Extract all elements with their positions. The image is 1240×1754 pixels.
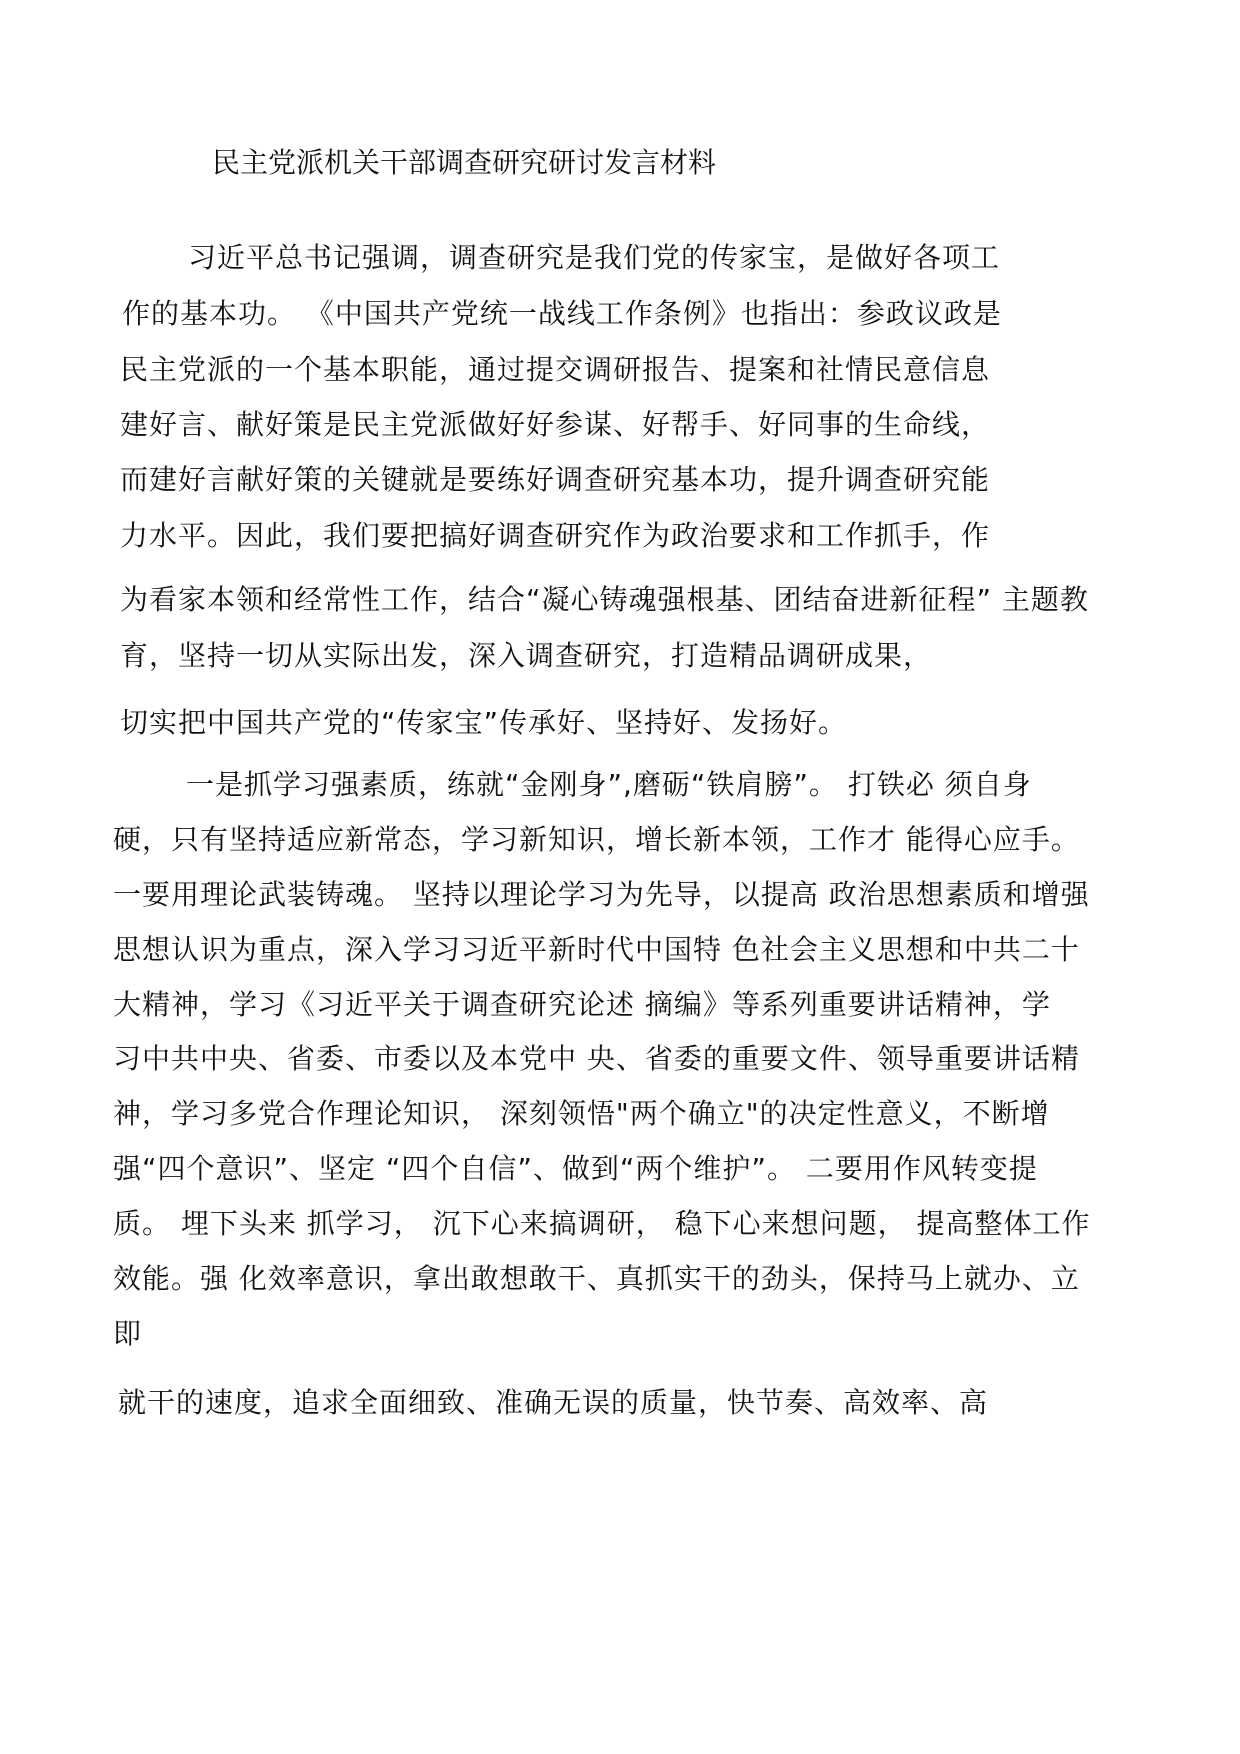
paragraph-line: 质。 埋下头来 抓学习， 沉下心来搞调研， 稳下心来想问题， 提高整体工作 [113,1207,1091,1240]
paragraph-line: 神，学习多党合作理论知识， 深刻领悟"两个确立"的决定性意义，不断增 [113,1097,1050,1130]
paragraph-line: 为看家本领和经常性工作，结合“凝心铸魂强根基、团结奋进新征程” 主题教 [120,583,1089,616]
paragraph-line: 民主党派的一个基本职能，通过提交调研报告、提案和社情民意信息 [120,353,991,386]
paragraph-line: 力水平。因此，我们要把搞好调查研究作为政治要求和工作抓手，作 [120,519,991,552]
paragraph-line: 习中共中央、省委、市委以及本党中 央、省委的重要文件、领导重要讲话精 [113,1042,1080,1075]
paragraph-line: 大精神，学习《习近平关于调查研究论述 摘编》等系列重要讲话精神，学 [113,988,1051,1021]
paragraph-line: 而建好言献好策的关键就是要练好调查研究基本功，提升调查研究能 [120,463,991,496]
paragraph-line: 效能。强 化效率意识，拿出敢想敢干、真抓实干的劲头，保持马上就办、立 [113,1262,1080,1295]
paragraph-line: 建好言、献好策是民主党派做好好参谋、好帮手、好同事的生命线， [120,408,991,441]
paragraph-line: 习近平总书记强调，调查研究是我们党的传家宝，是做好各项工 [188,241,1001,274]
paragraph-line: 思想认识为重点，深入学习习近平新时代中国特 色社会主义思想和中共二十 [113,933,1080,966]
paragraph-line: 一要用理论武装铸魂。 坚持以理论学习为先导，以提高 政治思想素质和增强 [113,878,1090,911]
paragraph-line: 切实把中国共产党的“传家宝”传承好、坚持好、发扬好。 [120,706,848,739]
document-title: 民主党派机关干部调查研究研讨发言材料 [212,146,717,179]
paragraph-line: 即 [113,1317,143,1350]
paragraph-line: 硬，只有坚持适应新常态，学习新知识，增长新本领，工作才 能得心应手。 [113,823,1080,856]
paragraph-line: 作的基本功。 《中国共产党统一战线工作条例》也指出：参政议政是 [122,297,1002,330]
paragraph-line: 育，坚持一切从实际出发，深入调查研究，打造精品调研成果， [120,639,933,672]
paragraph-line: 一是抓学习强素质，练就“金刚身”,磨砺“铁肩膀”。 打铁必 须自身 [186,768,1032,801]
paragraph-line: 强“四个意识”、坚定 “四个自信”、做到“两个维护”。 二要用作风转变提 [113,1152,1038,1185]
paragraph-line: 就干的速度，追求全面细致、准确无误的质量，快节奏、高效率、高 [118,1386,989,1419]
